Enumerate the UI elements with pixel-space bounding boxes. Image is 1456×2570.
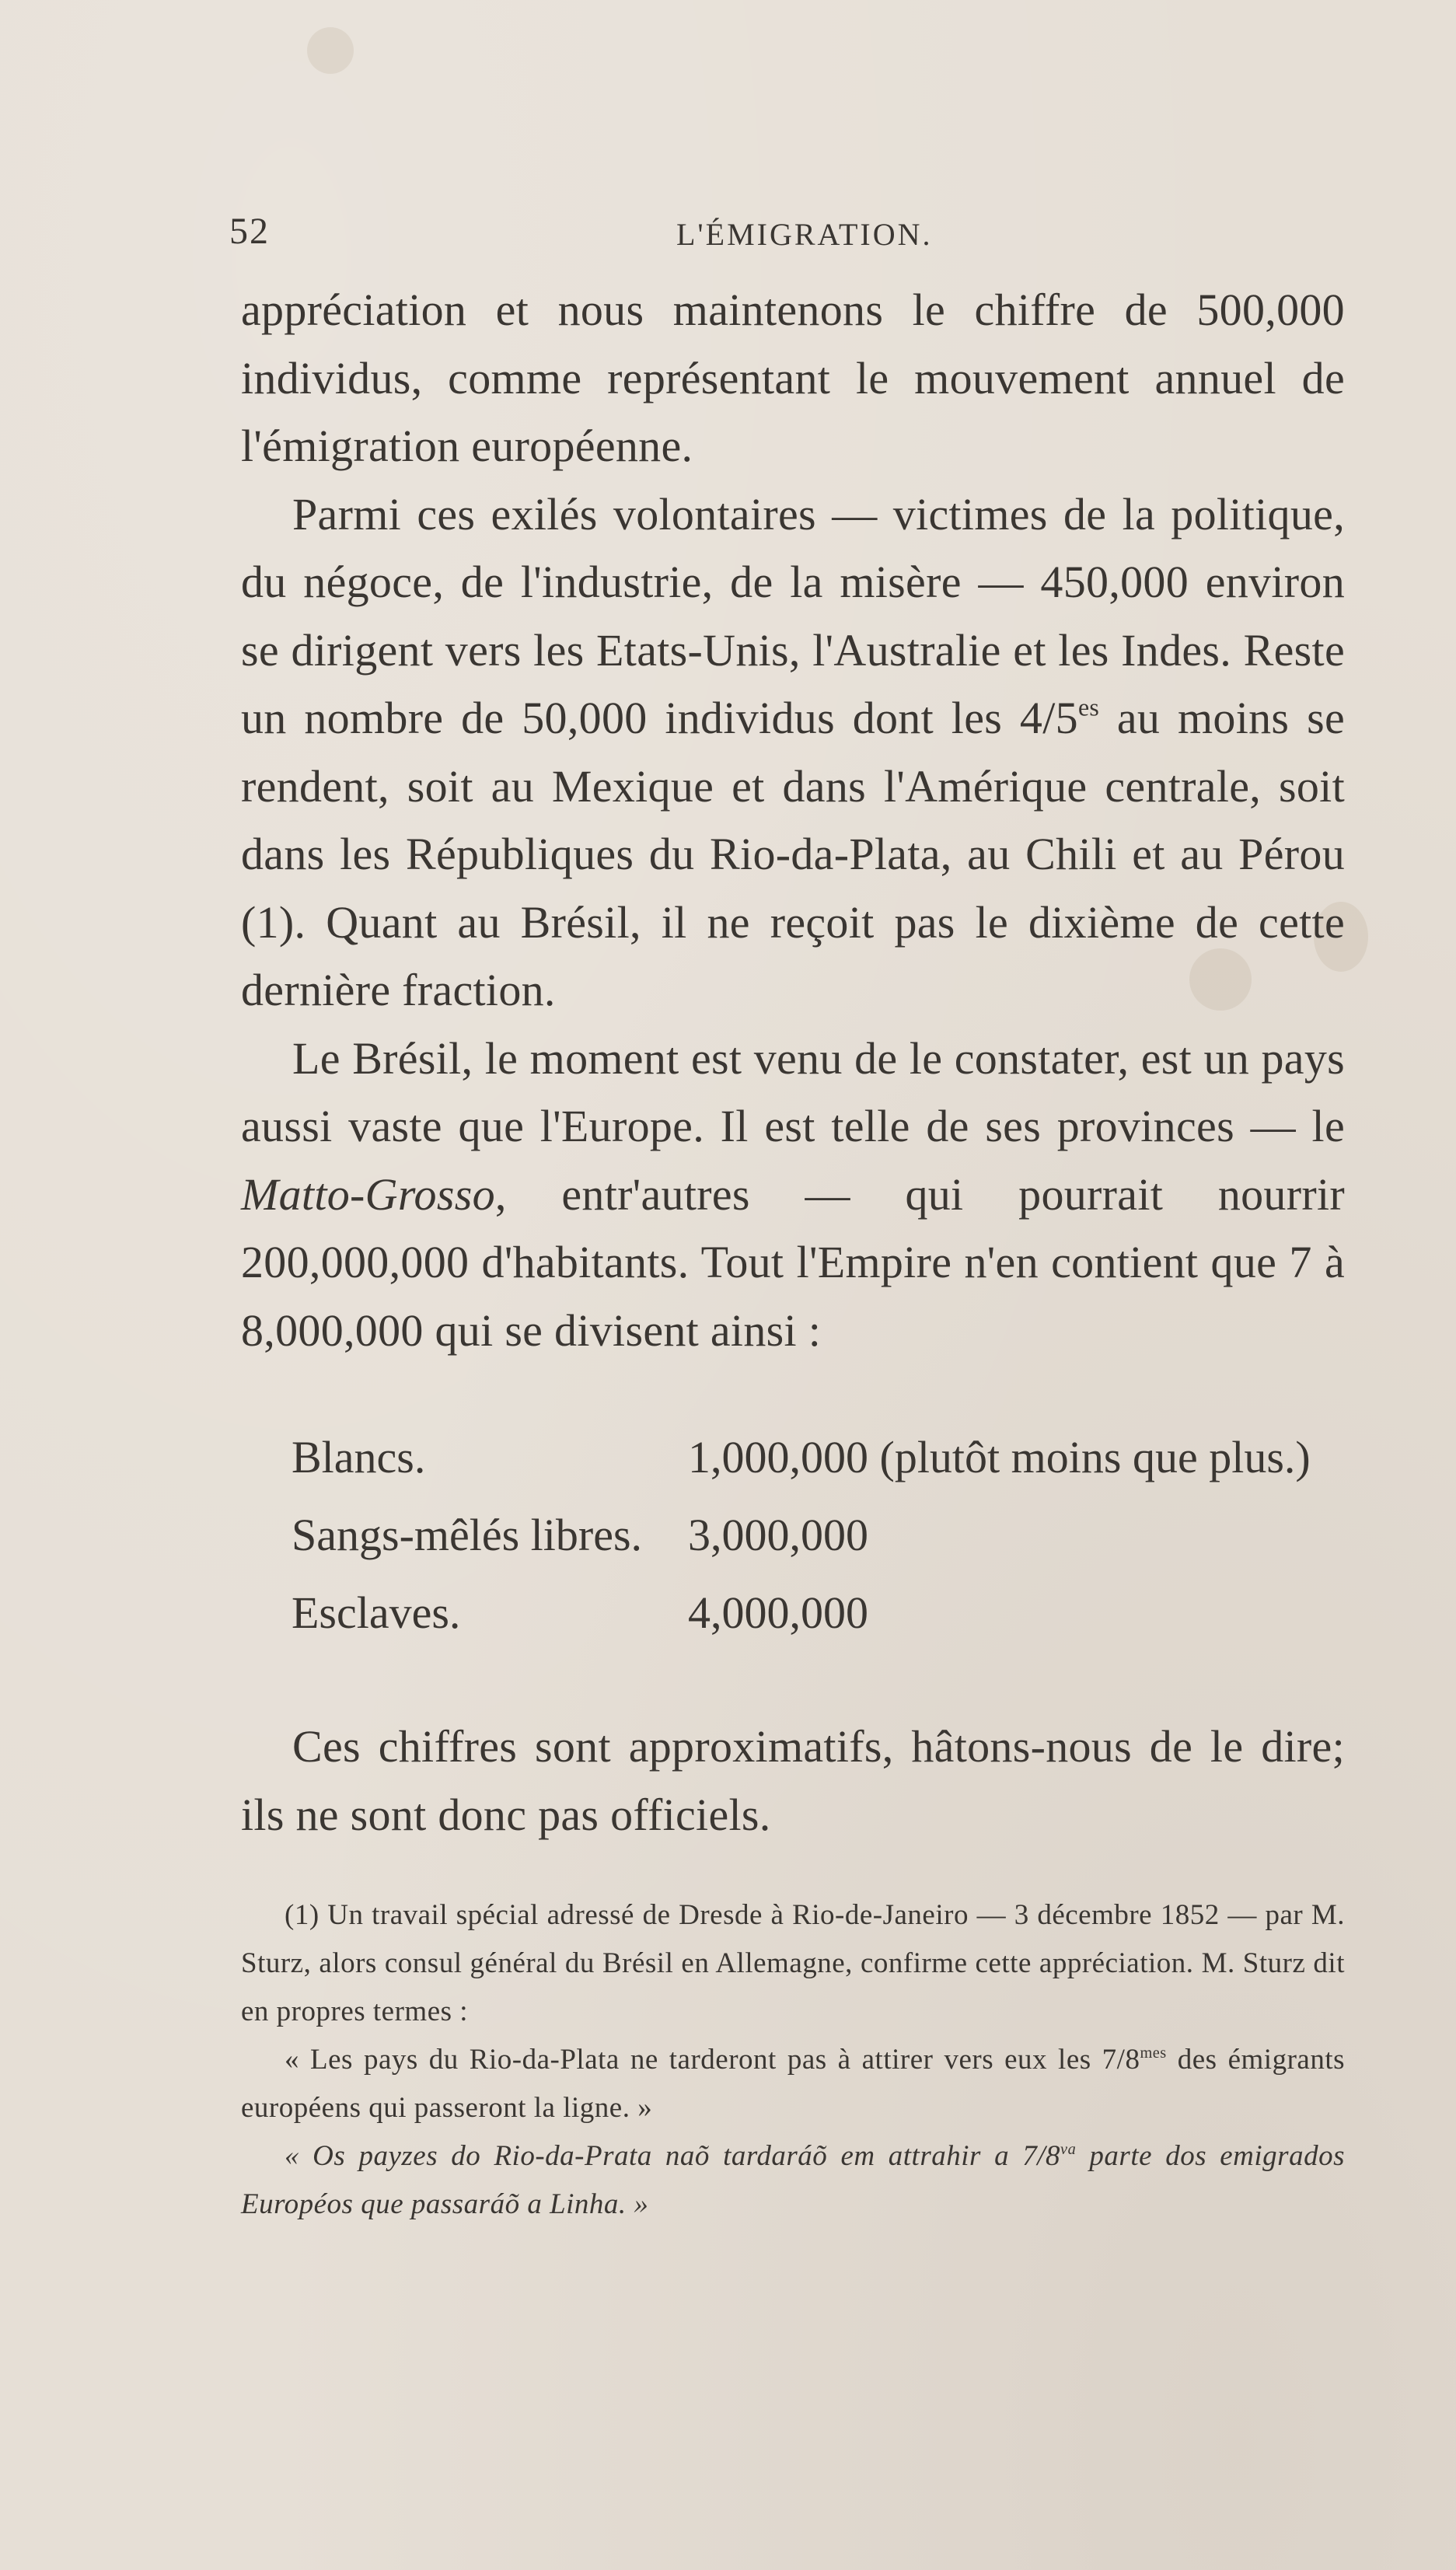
footnote-quote-portuguese: [241, 2132, 1345, 2229]
footnote-text: (1) Un travail spécial adressé de Dresde à Rio-de-Janeiro — 3 décembre 1852 — par M. Sturz, alors consul général du Brésil en Allemagne, confirme cette appréciation. M. Sturz dit en propres termes :: [241, 1899, 1345, 2027]
footnote-quote-french: [241, 2036, 1345, 2132]
page-number: 52: [229, 211, 270, 252]
row-label: Blancs.: [292, 1432, 426, 1482]
paragraph-2-text-a: Parmi ces exilés volontaires — victimes de la politique, du négoce, de l'industrie, de la misère — 450,000 environ se dirigent vers les Etats-Unis, l'Australie et les Indes. Reste un nombre de 50,000 individus dont les: [241, 488, 1345, 743]
paragraph-3-text-b: , entr'autres — qui pourrait nourrir 200,000,000 d'habitants. Tout l'Empire n'en contient que 7 à 8,000,000 qui se divisent ainsi :: [241, 1168, 1345, 1356]
row-label: Sangs-mêlés libres.: [292, 1510, 643, 1560]
fraction: 4/5: [1019, 693, 1078, 743]
ordinal-suffix: va: [1060, 2140, 1077, 2158]
main-text: [241, 276, 1345, 1364]
paragraph-3-text-a: Le Brésil, le moment est venu de le constater, est un pays aussi vaste que l'Europe. Il est telle de ses provinces — le: [241, 1032, 1345, 1151]
quote-portuguese-a: « Os payzes do Rio-da-Prata naõ tardaráõ em attrahir a 7/8: [285, 2140, 1061, 2172]
paragraph-1: appréciation et nous maintenons le chiffre de 500,000 individus, comme représentant le mouvement annuel de l'émigration européenne.: [241, 285, 1345, 471]
row-value: 3,000,000: [688, 1510, 868, 1560]
paragraph-2: [241, 480, 1345, 1025]
quote-french-a: « Les pays du Rio-da-Plata ne tarderont pas à attirer vers eux les 7/8: [285, 2044, 1140, 2076]
row-label: Esclaves.: [292, 1587, 461, 1638]
ordinal-suffix: mes: [1140, 2044, 1167, 2062]
row-value: 4,000,000: [688, 1587, 868, 1638]
running-title: L'ÉMIGRATION.: [676, 217, 933, 252]
paragraph-2-text-b: au moins se rendent, soit au Mexique et dans l'Amérique centrale, soit dans les Républiques du Rio-da-Plata, au Chili et au Pérou (1). Quant au Brésil, il ne reçoit pas le dixième de cette dernière fraction.: [241, 693, 1345, 1015]
province-name: Matto-Grosso: [241, 1168, 495, 1220]
quote-portuguese-b: parte dos emigrados Européos que passaráõ a Linha. »: [241, 2140, 1345, 2220]
conclusion-paragraph: Ces chiffres sont approximatifs, hâtons-nous de le dire; ils ne sont donc pas officiels.: [241, 1721, 1345, 1840]
footnote: [241, 1891, 1345, 2229]
fraction-suffix: es: [1077, 693, 1100, 721]
page-header: [229, 210, 1349, 264]
paper-stain: [307, 27, 354, 74]
quote-french-b: des émigrants européens qui passeront la ligne. »: [241, 2044, 1345, 2124]
paragraph-3: [241, 1025, 1345, 1365]
row-value: 1,000,000 (plutôt moins que plus.): [688, 1432, 1311, 1482]
